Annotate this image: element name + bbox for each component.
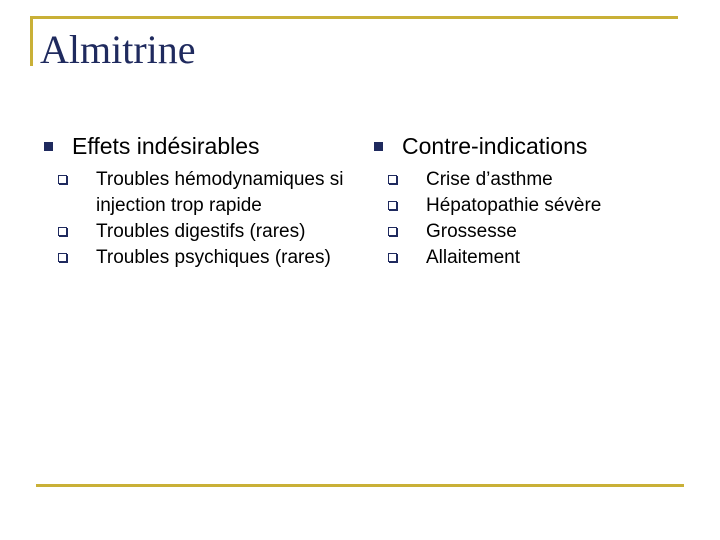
checkbox-bullet-icon <box>388 227 397 236</box>
left-column <box>42 130 352 271</box>
list-item-text: Troubles hémodynamiques si injection trop rapide <box>96 169 344 216</box>
right-column-heading-row <box>372 130 672 162</box>
list-item-text: Grossesse <box>426 221 517 242</box>
list-item-text: Allaitement <box>426 247 520 268</box>
list-item <box>372 193 672 219</box>
list-item <box>372 167 672 193</box>
list-item <box>42 219 346 245</box>
list-item <box>372 219 672 245</box>
frame-left-line <box>30 16 33 66</box>
left-column-heading-row <box>42 130 352 162</box>
list-item-text: Troubles psychiques (rares) <box>96 247 331 268</box>
right-column-heading: Contre-indications <box>402 133 588 159</box>
list-item-text: Troubles digestifs (rares) <box>96 221 306 242</box>
checkbox-bullet-icon <box>388 201 397 210</box>
list-item-text: Hépatopathie sévère <box>426 195 602 216</box>
right-sub-list <box>372 167 672 271</box>
checkbox-bullet-icon <box>58 253 67 262</box>
frame-top-line <box>30 16 678 19</box>
checkbox-bullet-icon <box>58 175 67 184</box>
slide-title: Almitrine <box>40 26 200 74</box>
right-column <box>372 130 672 271</box>
checkbox-bullet-icon <box>388 253 397 262</box>
square-bullet-icon <box>374 142 383 151</box>
list-item-text: Crise d’asthme <box>426 169 553 190</box>
frame-right-line <box>675 16 678 19</box>
left-sub-list <box>42 167 352 271</box>
checkbox-bullet-icon <box>58 227 67 236</box>
square-bullet-icon <box>44 142 53 151</box>
list-item <box>42 245 346 271</box>
list-item <box>372 245 672 271</box>
frame-bottom-line <box>36 484 684 487</box>
list-item <box>42 167 346 219</box>
checkbox-bullet-icon <box>388 175 397 184</box>
left-column-heading: Effets indésirables <box>72 133 260 159</box>
